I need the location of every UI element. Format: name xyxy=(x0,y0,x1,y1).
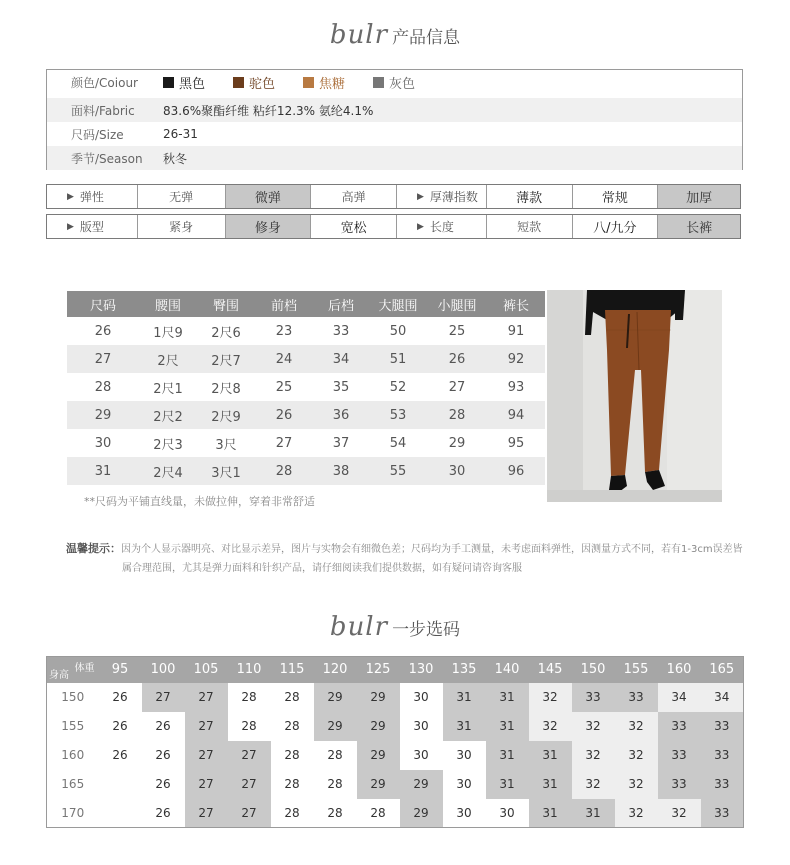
size-table-cell: 36 xyxy=(313,401,369,429)
size-table-cell: 28 xyxy=(427,401,487,429)
size-table-cell: 2尺3 xyxy=(153,437,183,453)
chart-cell: 28 xyxy=(271,799,314,828)
chart-cell: 29 xyxy=(400,770,443,799)
size-table-cell: 26 xyxy=(427,345,487,373)
color-label: 颜色/Coiour xyxy=(71,75,138,90)
height-weight-size-chart xyxy=(46,656,744,828)
chart-cell: 33 xyxy=(658,770,701,799)
fabric-label: 面料/Fabric xyxy=(71,103,135,118)
attr-label: 常规 xyxy=(601,191,628,206)
chart-cell: 30 xyxy=(400,712,443,741)
fabric-row xyxy=(47,98,742,122)
size-table-cell: 28 xyxy=(255,457,313,485)
color-name: 灰色 xyxy=(389,76,416,92)
triangle-right-icon: ▶ xyxy=(67,221,74,232)
section-title: 产品信息 xyxy=(392,28,461,48)
color-swatch xyxy=(163,77,174,88)
chart-cell: 26 xyxy=(99,712,142,741)
size-table-cell: 91 xyxy=(507,323,525,339)
size-table-row xyxy=(67,429,545,457)
attr-label: 加厚 xyxy=(686,191,713,206)
size-table-cell: 1尺9 xyxy=(153,325,183,341)
size-table-header: 前档 xyxy=(255,291,313,317)
color-option xyxy=(303,73,345,92)
weight-header: 155 xyxy=(615,657,658,683)
attr-option xyxy=(226,185,312,208)
size-table-cell: 33 xyxy=(332,323,350,339)
season-label: 季节/Season xyxy=(71,151,143,166)
weight-header: 130 xyxy=(400,657,443,683)
chart-cell: 29 xyxy=(400,799,443,828)
size-table-row xyxy=(67,373,545,401)
attr-row-elasticity-thickness xyxy=(46,184,741,209)
chart-cell: 29 xyxy=(357,770,400,799)
attr-option xyxy=(658,185,740,208)
size-table-cell: 95 xyxy=(507,435,525,451)
weight-header: 160 xyxy=(658,657,701,683)
chart-cell: 29 xyxy=(357,712,400,741)
size-table-cell: 23 xyxy=(275,323,293,339)
size-table-cell: 38 xyxy=(313,457,369,485)
product-photo xyxy=(547,290,722,502)
chart-cell: 31 xyxy=(529,741,572,770)
section-title-2: 一步选码 xyxy=(392,620,461,640)
color-options xyxy=(163,73,443,92)
chart-cell: 33 xyxy=(701,770,744,799)
height-header: 150 xyxy=(61,690,85,704)
attr-label: 微弹 xyxy=(254,191,281,206)
chart-cell: 33 xyxy=(701,741,744,770)
chart-cell: 29 xyxy=(357,683,400,712)
weight-header: 145 xyxy=(529,657,572,683)
attr-label: 紧身 xyxy=(169,220,194,234)
chart-cell: 28 xyxy=(228,683,271,712)
size-table-cell: 28 xyxy=(94,379,112,395)
weight-header: 125 xyxy=(357,657,400,683)
attr-heading xyxy=(397,215,487,238)
attr-label: 长度 xyxy=(429,220,454,234)
chart-cell: 27 xyxy=(185,799,228,828)
size-label: 尺码/Size xyxy=(71,127,124,142)
attr-label: 短款 xyxy=(517,220,542,234)
size-chooser-header xyxy=(0,612,790,642)
chart-cell: 30 xyxy=(400,683,443,712)
height-header: 170 xyxy=(61,805,85,820)
chart-cell: 30 xyxy=(400,741,443,770)
chart-cell: 28 xyxy=(314,770,357,799)
height-header: 155 xyxy=(61,719,85,733)
size-table-header: 后档 xyxy=(313,291,369,317)
size-table-cell: 2尺8 xyxy=(211,381,241,397)
chart-cell: 26 xyxy=(99,741,142,770)
chart-cell: 33 xyxy=(572,683,615,712)
chart-cell: 31 xyxy=(486,741,529,770)
size-table-cell: 27 xyxy=(275,435,293,451)
chart-cell xyxy=(99,799,142,828)
size-table-cell: 3尺 xyxy=(215,437,237,453)
chart-cell: 31 xyxy=(443,683,486,712)
chart-cell: 32 xyxy=(572,741,615,770)
chart-cell: 30 xyxy=(443,741,486,770)
size-table-cell: 92 xyxy=(487,345,545,373)
size-table-row xyxy=(67,457,545,485)
chart-cell: 32 xyxy=(615,741,658,770)
color-option xyxy=(163,73,205,92)
chart-cell: 27 xyxy=(142,683,185,712)
chart-cell: 31 xyxy=(529,770,572,799)
attr-option xyxy=(226,215,312,238)
chart-cell: 26 xyxy=(142,770,185,799)
size-table-header: 臀围 xyxy=(197,291,255,317)
triangle-right-icon: ▶ xyxy=(416,191,424,202)
chart-row xyxy=(47,741,744,770)
attr-label: 宽松 xyxy=(340,221,367,236)
weight-header: 115 xyxy=(271,657,314,683)
color-swatch xyxy=(233,77,244,88)
chart-cell: 31 xyxy=(486,712,529,741)
chart-cell: 28 xyxy=(271,741,314,770)
chart-cell: 29 xyxy=(357,741,400,770)
size-table-row xyxy=(67,317,545,345)
chart-cell: 32 xyxy=(572,712,615,741)
chart-cell: 32 xyxy=(529,712,572,741)
attr-label: 高弹 xyxy=(341,190,366,204)
size-table-cell: 54 xyxy=(389,435,407,451)
size-table-cell: 52 xyxy=(389,379,407,395)
tip-line1: 因为个人显示器明亮、对比显示差异，图片与实物会有细微色差；尺码均为手工测量，未考虑面料弹性，因测量方式不同，若有1-3cm误差皆 xyxy=(121,544,743,555)
color-row xyxy=(47,70,742,94)
warm-tip xyxy=(66,539,743,578)
chart-cell: 27 xyxy=(228,770,271,799)
chart-cell: 33 xyxy=(615,683,658,712)
size-table-row xyxy=(67,401,545,429)
chart-cell: 26 xyxy=(142,712,185,741)
attr-label: 无弹 xyxy=(169,190,194,204)
chart-cell: 27 xyxy=(185,683,228,712)
size-table-cell: 2尺4 xyxy=(139,457,197,485)
corner-height: 身高 xyxy=(49,669,69,681)
chart-cell: 32 xyxy=(615,770,658,799)
color-option xyxy=(373,73,415,92)
chart-cell: 32 xyxy=(615,799,658,828)
chart-cell: 32 xyxy=(529,683,572,712)
chart-cell: 27 xyxy=(185,741,228,770)
size-table-header: 小腿围 xyxy=(427,291,487,317)
size-table-cell: 35 xyxy=(332,379,350,395)
chart-cell: 34 xyxy=(701,683,744,712)
chart-cell: 31 xyxy=(443,712,486,741)
chart-cell: 33 xyxy=(658,712,701,741)
chart-cell: 28 xyxy=(271,712,314,741)
chart-cell: 33 xyxy=(701,799,744,828)
season-value: 秋冬 xyxy=(163,151,188,166)
chart-cell: 29 xyxy=(314,712,357,741)
size-table-row xyxy=(67,345,545,373)
size-table-cell: 37 xyxy=(332,435,350,451)
attr-label: 八/九分 xyxy=(593,221,637,236)
attr-label: 修身 xyxy=(254,221,281,236)
attr-heading xyxy=(47,185,138,208)
chart-cell: 29 xyxy=(314,683,357,712)
attr-option xyxy=(573,185,659,208)
color-swatch xyxy=(303,77,314,88)
height-header: 165 xyxy=(61,777,85,791)
size-table-header: 大腿围 xyxy=(369,291,427,317)
chart-cell: 31 xyxy=(529,799,572,828)
size-table-cell: 2尺2 xyxy=(139,401,197,429)
attr-label: 长裤 xyxy=(686,221,713,236)
attr-heading xyxy=(47,215,138,238)
brand-script: bulr xyxy=(329,20,389,50)
season-row xyxy=(47,146,742,170)
size-table-cell: 50 xyxy=(389,323,407,339)
size-table-cell: 25 xyxy=(448,323,466,339)
weight-header: 140 xyxy=(486,657,529,683)
brand-script-2: bulr xyxy=(329,612,389,642)
chart-cell: 28 xyxy=(357,799,400,828)
size-table-cell: 30 xyxy=(427,457,487,485)
chart-cell: 27 xyxy=(185,712,228,741)
attr-option xyxy=(138,185,226,208)
chart-cell: 30 xyxy=(443,799,486,828)
size-table-cell: 2尺7 xyxy=(197,345,255,373)
size-table-header: 裤长 xyxy=(487,291,545,317)
size-table-header: 腰围 xyxy=(139,291,197,317)
attr-label: 薄款 xyxy=(516,191,543,206)
size-table xyxy=(67,291,545,485)
chart-cell: 33 xyxy=(658,741,701,770)
chart-cell: 27 xyxy=(228,799,271,828)
chart-cell: 30 xyxy=(443,770,486,799)
chart-cell: 30 xyxy=(486,799,529,828)
color-option xyxy=(233,73,275,92)
color-name: 黑色 xyxy=(179,76,206,92)
attr-label: 弹性 xyxy=(79,190,104,204)
size-table-cell: 96 xyxy=(487,457,545,485)
size-table-cell: 2尺1 xyxy=(153,381,183,397)
size-table-cell: 2尺9 xyxy=(197,401,255,429)
tip-title: 温馨提示： xyxy=(66,542,121,555)
weight-header: 110 xyxy=(228,657,271,683)
attr-option xyxy=(311,185,397,208)
chart-cell: 32 xyxy=(572,770,615,799)
size-table-header: 尺码 xyxy=(67,291,139,317)
weight-header: 120 xyxy=(314,657,357,683)
chart-cell: 31 xyxy=(486,770,529,799)
weight-header: 95 xyxy=(99,657,142,683)
chart-cell xyxy=(99,770,142,799)
attr-option xyxy=(573,215,659,238)
triangle-right-icon: ▶ xyxy=(67,191,74,202)
size-table-cell: 26 xyxy=(255,401,313,429)
chart-cell: 33 xyxy=(701,712,744,741)
weight-header: 135 xyxy=(443,657,486,683)
size-table-cell: 55 xyxy=(369,457,427,485)
chart-cell: 26 xyxy=(142,741,185,770)
chart-corner xyxy=(47,657,99,683)
triangle-right-icon: ▶ xyxy=(416,221,424,232)
size-table-cell: 25 xyxy=(275,379,293,395)
size-table-cell: 51 xyxy=(369,345,427,373)
size-table-cell: 30 xyxy=(94,435,112,451)
size-table-cell: 29 xyxy=(448,435,466,451)
chart-row xyxy=(47,799,744,828)
chart-cell: 31 xyxy=(572,799,615,828)
chart-row xyxy=(47,712,744,741)
chart-row xyxy=(47,770,744,799)
attr-label: 版型 xyxy=(79,220,104,234)
chart-cell: 27 xyxy=(228,741,271,770)
chart-cell: 31 xyxy=(486,683,529,712)
chart-cell: 28 xyxy=(271,683,314,712)
weight-header: 165 xyxy=(701,657,744,683)
tip-line2: 属合理范围，尤其是弹力面料和针织产品，请仔细阅读我们提供数据，如有疑问请咨询客服 xyxy=(122,563,522,574)
color-swatch xyxy=(373,77,384,88)
size-note: **尺码为平铺直线量，未做拉伸，穿着非常舒适 xyxy=(84,495,315,508)
attr-row-fit-length xyxy=(46,214,741,239)
fabric-value: 83.6%聚酯纤维 粘纤12.3% 氨纶4.1% xyxy=(163,103,374,118)
size-table-cell: 2尺6 xyxy=(211,325,241,341)
chart-cell: 32 xyxy=(658,799,701,828)
size-table-cell: 34 xyxy=(313,345,369,373)
size-table-cell: 3尺1 xyxy=(197,457,255,485)
attr-option xyxy=(138,215,226,238)
color-name: 焦糖 xyxy=(319,76,346,92)
size-table-cell: 53 xyxy=(369,401,427,429)
attr-option xyxy=(658,215,740,238)
weight-header: 100 xyxy=(142,657,185,683)
chart-row xyxy=(47,683,744,712)
size-table-cell: 26 xyxy=(94,323,112,339)
chart-cell: 28 xyxy=(228,712,271,741)
size-table-cell: 94 xyxy=(487,401,545,429)
chart-cell: 26 xyxy=(99,683,142,712)
size-table-cell: 24 xyxy=(255,345,313,373)
product-info-header xyxy=(0,20,790,50)
size-table-cell: 31 xyxy=(67,457,139,485)
weight-header: 105 xyxy=(185,657,228,683)
size-table-cell: 93 xyxy=(507,379,525,395)
attr-option xyxy=(487,215,573,238)
size-table-cell: 29 xyxy=(67,401,139,429)
size-table-cell: 27 xyxy=(67,345,139,373)
size-table-cell: 2尺 xyxy=(139,345,197,373)
height-header: 160 xyxy=(61,748,85,762)
size-value: 26-31 xyxy=(163,127,198,141)
attr-label: 厚薄指数 xyxy=(429,190,478,204)
chart-cell: 34 xyxy=(658,683,701,712)
chart-cell: 32 xyxy=(615,712,658,741)
chart-cell: 27 xyxy=(185,770,228,799)
size-table-cell: 27 xyxy=(448,379,466,395)
chart-cell: 28 xyxy=(271,770,314,799)
chart-cell: 28 xyxy=(314,741,357,770)
color-name: 驼色 xyxy=(249,76,276,92)
weight-header: 150 xyxy=(572,657,615,683)
chart-cell: 26 xyxy=(142,799,185,828)
attr-option xyxy=(311,215,397,238)
product-info-box xyxy=(46,69,743,170)
attr-heading xyxy=(397,185,487,208)
size-row xyxy=(47,122,742,146)
corner-weight: 体重 xyxy=(74,663,95,674)
attr-option xyxy=(487,185,573,208)
chart-cell: 28 xyxy=(314,799,357,828)
